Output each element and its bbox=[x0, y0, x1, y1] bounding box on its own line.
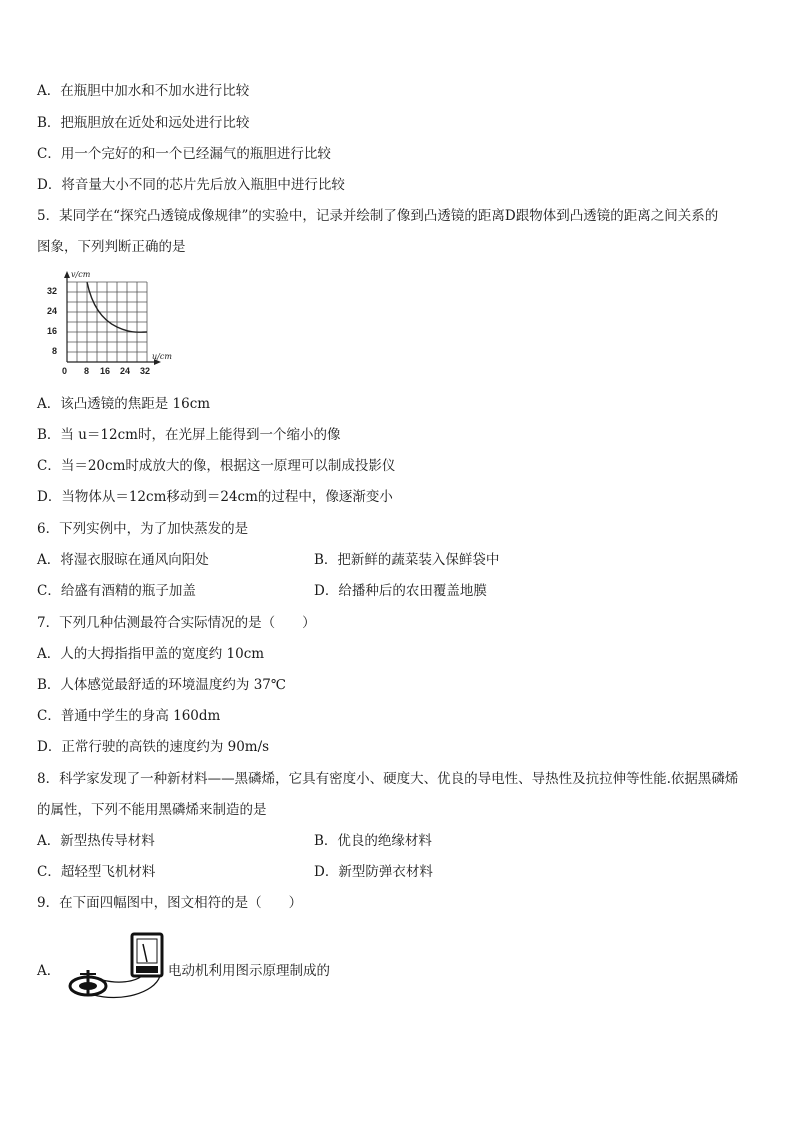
q5-option-b: B．当 u＝12cm时，在光屏上能得到一个缩小的像 bbox=[37, 427, 341, 443]
q9-option-a-label: A． bbox=[37, 963, 61, 979]
q7-option-d: D．正常行驶的高铁的速度约为 90m/s bbox=[37, 739, 270, 755]
electromagnetic-induction-figure bbox=[64, 932, 168, 1002]
q8-option-c: C．超轻型飞机材料 bbox=[37, 864, 156, 880]
y-tick: 24 bbox=[47, 306, 58, 316]
q8-stem-line1: 8．科学家发现了一种新材料——黑磷烯，它具有密度小、硬度大、优良的导电性、导热性及抗拉伸等性能.依据黑磷烯 bbox=[37, 771, 739, 787]
q7-option-c: C．普通中学生的身高 160dm bbox=[37, 708, 221, 724]
q5-option-c: C．当＝20cm时成放大的像，根据这一原理可以制成投影仪 bbox=[37, 458, 396, 474]
x-tick: 8 bbox=[84, 366, 90, 376]
x-tick: 32 bbox=[140, 366, 151, 376]
lens-image-distance-graph bbox=[40, 268, 195, 380]
q8-stem-line2: 的属性，下列不能用黑磷烯来制造的是 bbox=[37, 802, 267, 818]
q8-option-a: A．新型热传导材料 bbox=[37, 833, 155, 849]
q6-stem: 6．下列实例中，为了加快蒸发的是 bbox=[37, 521, 249, 537]
x-tick: 16 bbox=[100, 366, 111, 376]
q4-option-a: A．在瓶胆中加水和不加水进行比较 bbox=[37, 83, 250, 99]
q5-stem-line1: 5．某同学在“探究凸透镜成像规律”的实验中，记录并绘制了像到凸透镜的距离D跟物体到凸透镜的距离之间关系的 bbox=[37, 208, 719, 224]
q4-option-c: C．用一个完好的和一个已经漏气的瓶胆进行比较 bbox=[37, 146, 331, 162]
x-axis-label: u/cm bbox=[152, 352, 172, 361]
q9-stem: 9．在下面四幅图中，图文相符的是（ ） bbox=[37, 895, 303, 911]
q8-option-b: B．优良的绝缘材料 bbox=[314, 833, 432, 849]
y-tick: 32 bbox=[47, 286, 58, 296]
q6-option-b: B．把新鲜的蔬菜装入保鲜袋中 bbox=[314, 552, 500, 568]
q9-option-a-text: 电动机利用图示原理制成的 bbox=[168, 963, 330, 979]
q7-stem: 7．下列几种估测最符合实际情况的是（ ） bbox=[37, 615, 316, 631]
y-axis-label: v/cm bbox=[71, 270, 91, 279]
q5-stem-line2: 图象，下列判断正确的是 bbox=[37, 239, 186, 255]
q8-option-d: D．新型防弹衣材料 bbox=[314, 864, 433, 880]
q7-option-a: A．人的大拇指指甲盖的宽度约 10cm bbox=[37, 646, 265, 662]
q6-option-d: D．给播种后的农田覆盖地膜 bbox=[314, 583, 487, 599]
q5-option-d: D．当物体从＝12cm移动到＝24cm的过程中，像逐渐变小 bbox=[37, 489, 393, 505]
q4-option-d: D．将音量大小不同的芯片先后放入瓶胆中进行比较 bbox=[37, 177, 345, 193]
q5-option-a: A．该凸透镜的焦距是 16cm bbox=[37, 396, 211, 412]
y-tick: 16 bbox=[47, 326, 58, 336]
q6-option-c: C．给盛有酒精的瓶子加盖 bbox=[37, 583, 196, 599]
q6-option-a: A．将湿衣服晾在通风向阳处 bbox=[37, 552, 209, 568]
y-tick: 8 bbox=[52, 346, 58, 356]
x-tick: 0 bbox=[62, 366, 68, 376]
x-tick: 24 bbox=[120, 366, 131, 376]
q7-option-b: B．人体感觉最舒适的环境温度约为 37℃ bbox=[37, 677, 286, 693]
q4-option-b: B．把瓶胆放在近处和远处进行比较 bbox=[37, 115, 250, 131]
